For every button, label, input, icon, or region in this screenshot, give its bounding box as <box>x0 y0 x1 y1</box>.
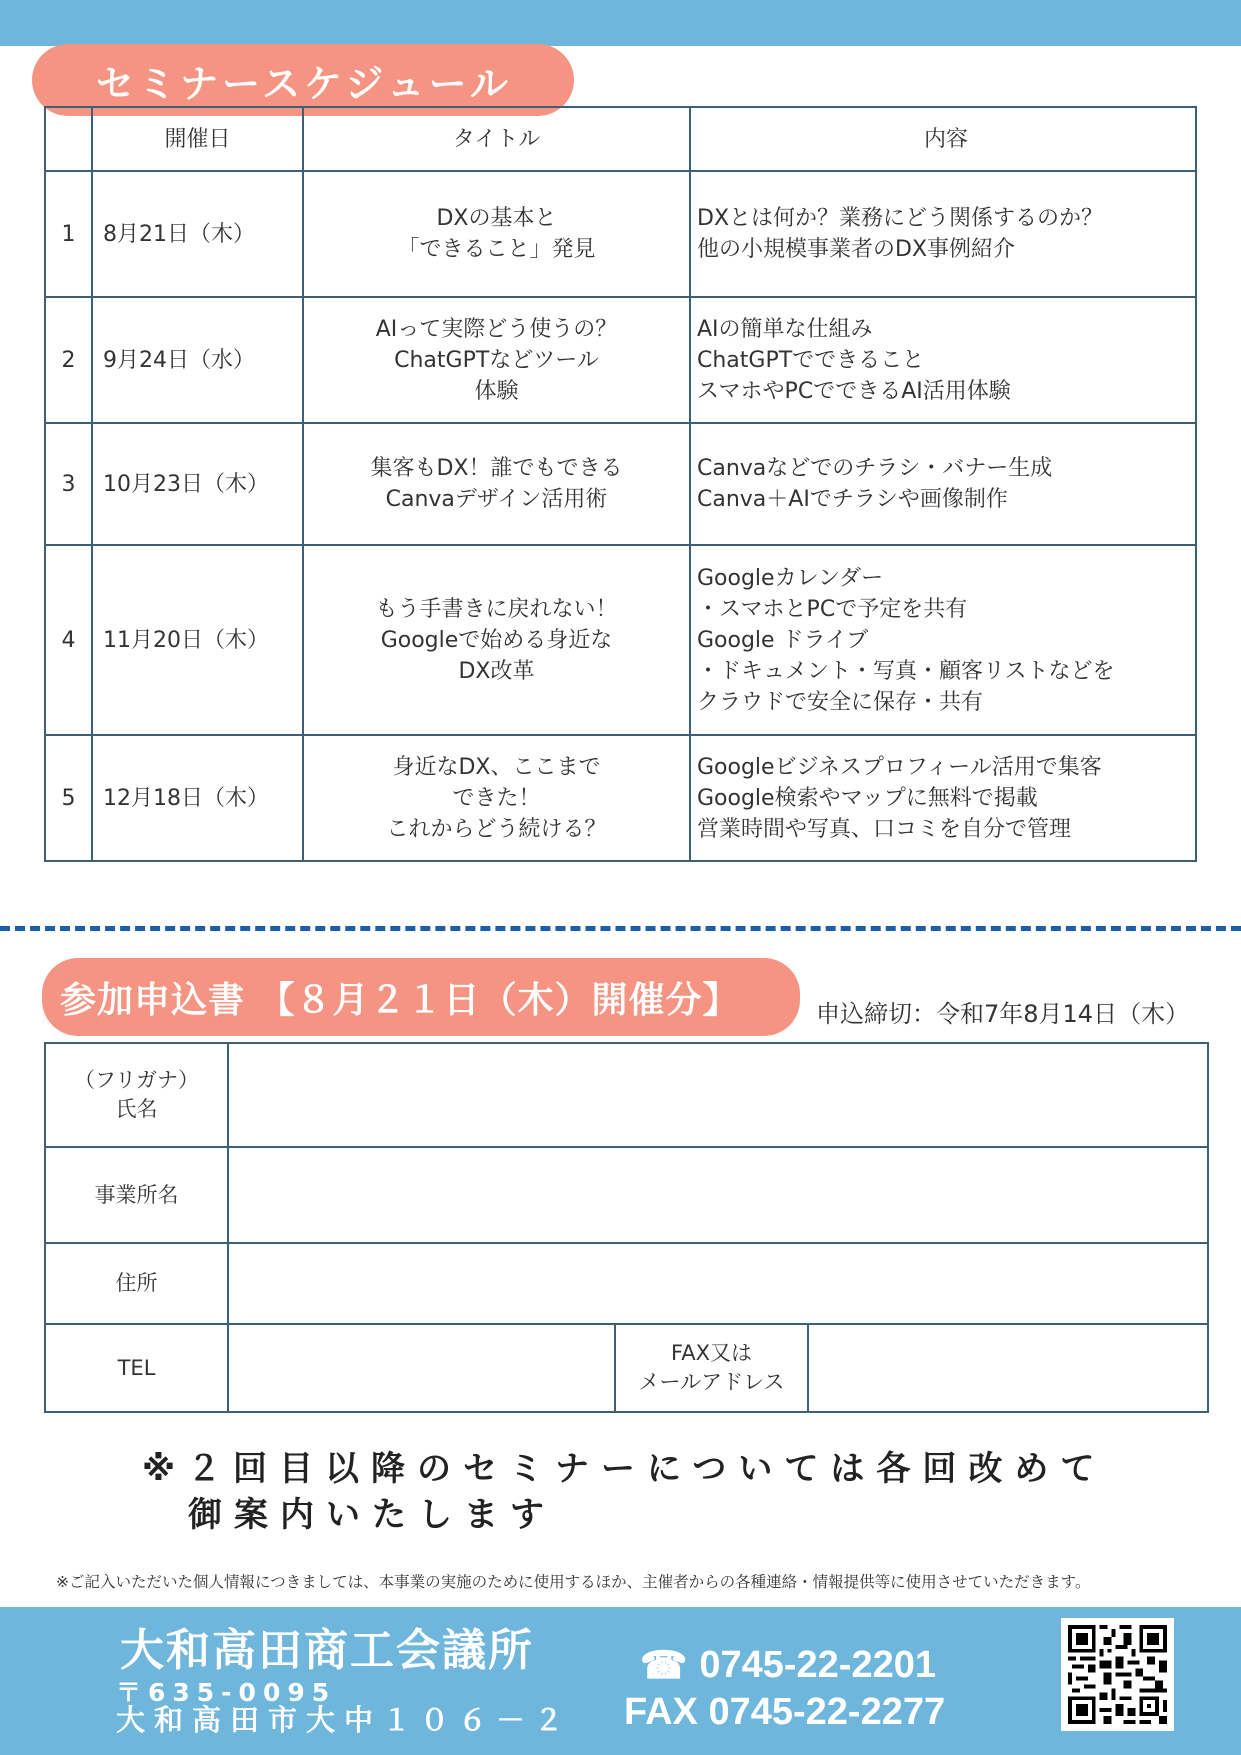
business-field[interactable] <box>228 1147 1208 1243</box>
table-row <box>45 735 1196 861</box>
row-title: DXの基本と 「できること」発見 <box>303 171 690 297</box>
address-label: 住所 <box>45 1243 228 1324</box>
row-title: AIって実際どう使うの？ ChatGPTなどツール 体験 <box>303 297 690 423</box>
application-heading: 参加申込書 【８月２１日（木）開催分】 <box>42 958 800 1036</box>
schedule-table <box>44 106 1197 862</box>
table-row <box>45 171 1196 297</box>
header-title: タイトル <box>303 107 690 171</box>
organization-name: 大和高田商工会議所 <box>120 1625 534 1676</box>
phone-number-text: 0745-22-2201 <box>699 1644 936 1686</box>
fax-email-label: FAX又は メールアドレス <box>615 1324 808 1412</box>
form-row-name <box>45 1043 1208 1147</box>
fax-number: FAX 0745-22-2277 <box>624 1691 946 1733</box>
fax-email-field[interactable] <box>808 1324 1208 1412</box>
schedule-header-row <box>45 107 1196 171</box>
schedule-heading: セミナースケジュール <box>32 44 574 116</box>
table-row <box>45 297 1196 423</box>
row-content: Googleビジネスプロフィール活用で集客 Google検索やマップに無料で掲載 営業時間や写真、口コミを自分で管理 <box>690 735 1196 861</box>
qr-code-graphic <box>1068 1625 1167 1724</box>
business-label: 事業所名 <box>45 1147 228 1243</box>
form-row-contact <box>45 1324 1208 1412</box>
application-form <box>44 1042 1209 1413</box>
header-date: 開催日 <box>92 107 303 171</box>
tel-label: TEL <box>45 1324 228 1412</box>
row-date: 10月23日（木） <box>92 423 303 545</box>
row-no: 2 <box>45 297 92 423</box>
row-title: もう手書きに戻れない！ Googleで始める身近な DX改革 <box>303 545 690 735</box>
postal-code: 〒635-0095 <box>116 1678 337 1707</box>
row-no: 4 <box>45 545 92 735</box>
header-content: 内容 <box>690 107 1196 171</box>
table-row <box>45 423 1196 545</box>
row-content: DXとは何か？業務にどう関係するのか？ 他の小規模事業者のDX事例紹介 <box>690 171 1196 297</box>
qr-code-icon[interactable] <box>1061 1618 1174 1731</box>
row-content: Canvaなどでのチラシ・バナー生成 Canva＋AIでチラシや画像制作 <box>690 423 1196 545</box>
row-content: AIの簡単な仕組み ChatGPTでできること スマホやPCでできるAI活用体験 <box>690 297 1196 423</box>
row-content: Googleカレンダー ・スマホとPCで予定を共有 Google ドライブ ・ドキュメント・写真・顧客リストなどを クラウドで安全に保存・共有 <box>690 545 1196 735</box>
header-no <box>45 107 92 171</box>
followup-note: ※２回目以降のセミナーについては各回改めて 御案内いたします <box>142 1449 1107 1535</box>
row-date: 11月20日（木） <box>92 545 303 735</box>
tel-field[interactable] <box>228 1324 615 1412</box>
privacy-note: ※ご記入いただいた個人情報につきましては、本事業の実施のために使用するほか、主催者からの各種連絡・情報提供等に使用させていただきます。 <box>56 1573 1091 1591</box>
name-field[interactable] <box>228 1043 1208 1147</box>
row-no: 1 <box>45 171 92 297</box>
name-label: （フリガナ） 氏名 <box>45 1043 228 1147</box>
cut-line <box>0 926 1241 931</box>
deadline-text: 申込締切：令和7年8月14日（木） <box>816 1000 1190 1028</box>
row-date: 8月21日（木） <box>92 171 303 297</box>
row-no: 5 <box>45 735 92 861</box>
table-row <box>45 545 1196 735</box>
organization-address: 大和高田市大中１０６－２ <box>116 1703 573 1737</box>
row-title: 集客もDX！誰でもできる Canvaデザイン活用術 <box>303 423 690 545</box>
phone-number <box>640 1643 936 1688</box>
form-row-business <box>45 1147 1208 1243</box>
top-banner-bar <box>0 0 1241 46</box>
row-no: 3 <box>45 423 92 545</box>
row-title: 身近なDX、ここまで できた！ これからどう続ける？ <box>303 735 690 861</box>
row-date: 9月24日（水） <box>92 297 303 423</box>
form-row-address <box>45 1243 1208 1324</box>
phone-icon: ☎ <box>640 1645 688 1687</box>
row-date: 12月18日（木） <box>92 735 303 861</box>
address-field[interactable] <box>228 1243 1208 1324</box>
